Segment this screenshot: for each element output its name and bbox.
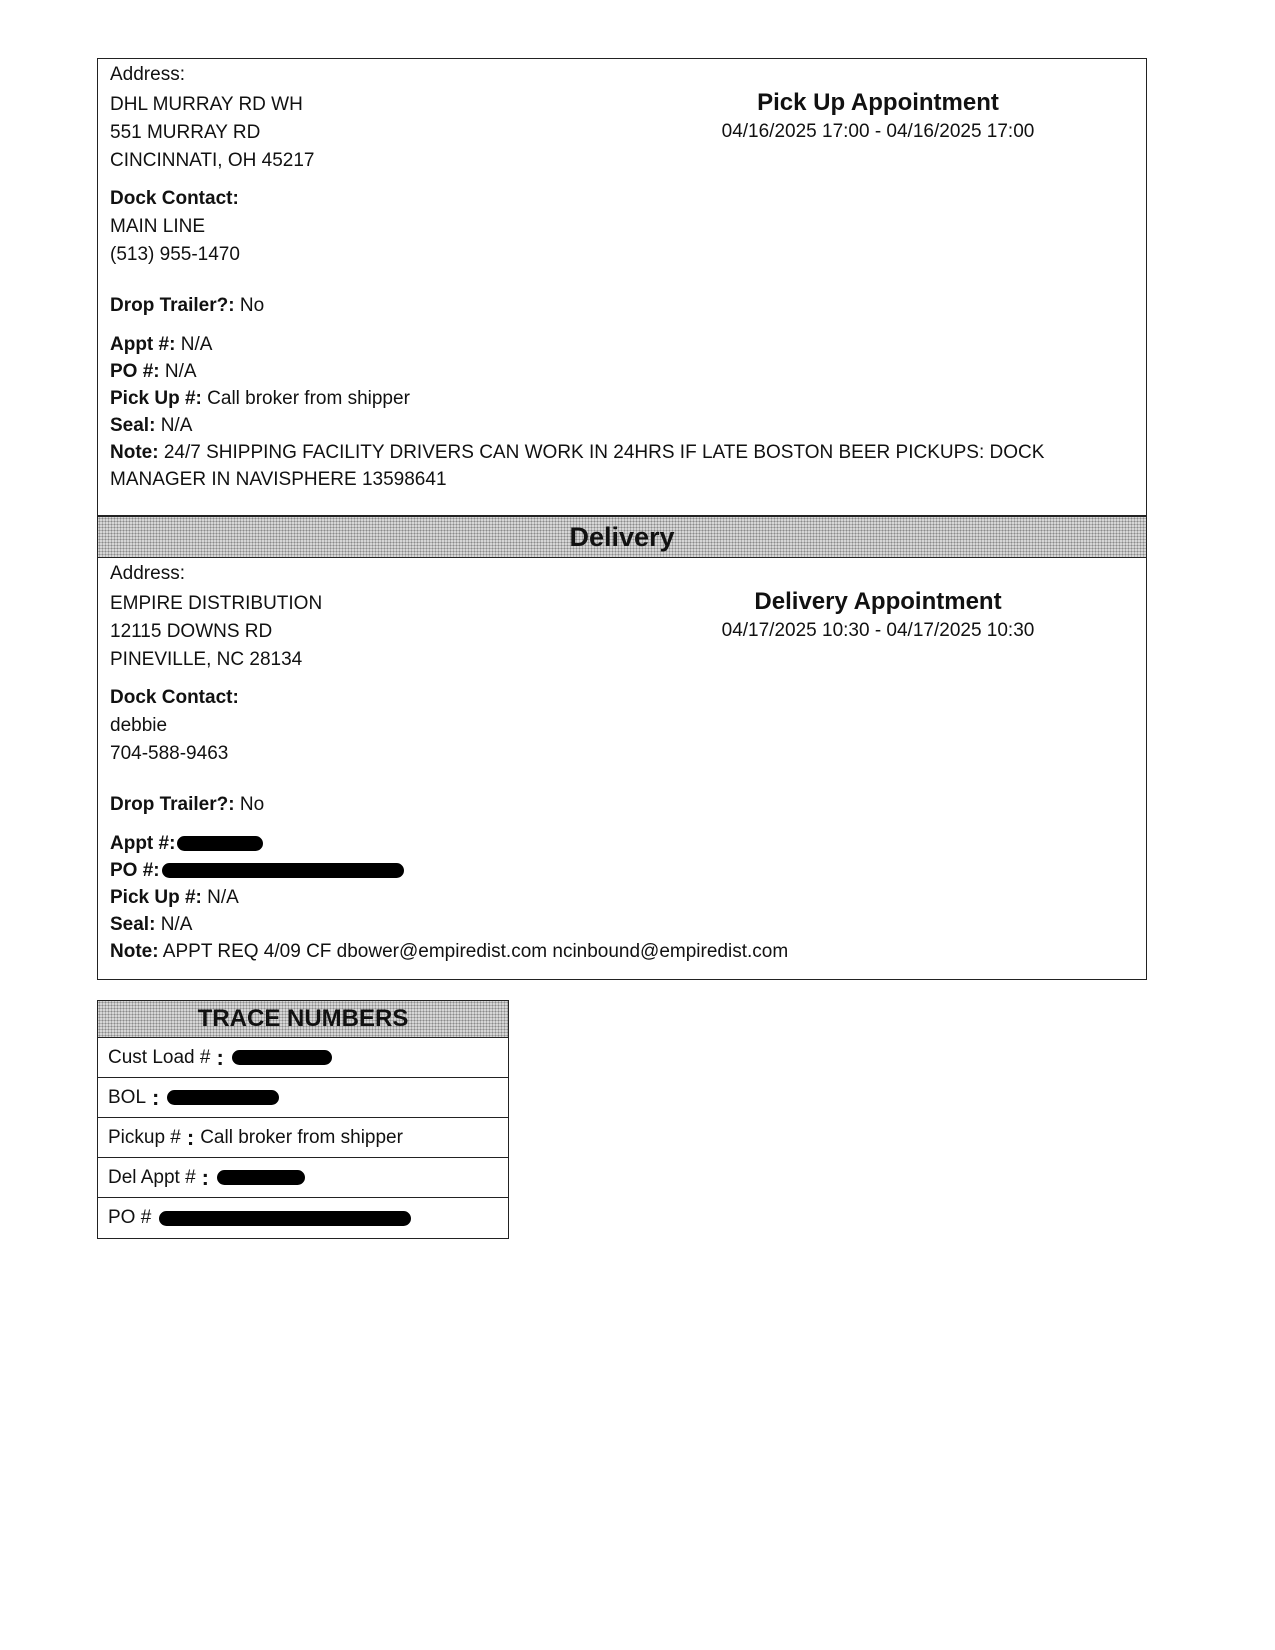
delivery-dock-contact xyxy=(110,684,239,768)
delivery-address-label: Address: xyxy=(110,563,185,584)
trace-row-del-appt: Del Appt # : xyxy=(98,1158,508,1198)
pickup-seal-value: N/A xyxy=(160,415,193,436)
trace-row-label: BOL xyxy=(108,1086,147,1108)
delivery-band xyxy=(97,516,1147,558)
redaction-mark xyxy=(232,1050,332,1065)
redaction-mark xyxy=(159,1211,411,1226)
pickup-address xyxy=(110,91,314,175)
trace-row-value: Call broker from shipper xyxy=(200,1126,403,1148)
pickup-pickup-label: Pick Up #: xyxy=(110,388,202,409)
delivery-drop-trailer-value: No xyxy=(239,794,265,815)
pickup-appointment xyxy=(698,87,1058,145)
pickup-drop-trailer xyxy=(110,292,264,320)
trace-numbers-header xyxy=(98,1001,508,1038)
redaction-mark xyxy=(177,836,263,851)
trace-row-bol: BOL : xyxy=(98,1078,508,1118)
pickup-seal-label: Seal: xyxy=(110,415,156,436)
pickup-note-label: Note: xyxy=(110,442,159,463)
pickup-drop-trailer-label: Drop Trailer?: xyxy=(110,295,235,316)
delivery-section xyxy=(97,558,1147,980)
delivery-address-line-1: EMPIRE DISTRIBUTION xyxy=(110,593,323,614)
delivery-details xyxy=(110,830,1130,965)
delivery-dock-contact-label: Dock Contact: xyxy=(110,687,239,708)
trace-row-cust-load: Cust Load # : xyxy=(98,1038,508,1078)
delivery-appt-label: Appt #: xyxy=(110,833,176,854)
delivery-pickup-value: N/A xyxy=(207,887,239,908)
delivery-drop-trailer xyxy=(110,791,264,819)
delivery-appointment-time: 04/17/2025 10:30 - 04/17/2025 10:30 xyxy=(721,620,1035,641)
delivery-band-title: Delivery xyxy=(569,521,675,552)
delivery-note-label: Note: xyxy=(110,941,159,962)
delivery-address-line-2: 12115 DOWNS RD xyxy=(110,621,273,642)
pickup-appt-value: N/A xyxy=(180,334,213,355)
trace-numbers-title: TRACE NUMBERS xyxy=(197,1005,409,1032)
trace-row-po xyxy=(98,1198,508,1238)
trace-row-label: Pickup # xyxy=(108,1126,181,1148)
pickup-note-value: 24/7 SHIPPING FACILITY DRIVERS CAN WORK IN 24HRS IF LATE BOSTON BEER PICKUPS: DOCK MANAGER IN NAVISPHERE 13598641 xyxy=(110,442,1045,490)
pickup-po-label: PO #: xyxy=(110,361,160,382)
pickup-address-line-2: 551 MURRAY RD xyxy=(110,122,261,143)
delivery-address-line-3: PINEVILLE, NC 28134 xyxy=(110,649,303,670)
document xyxy=(97,58,1147,980)
delivery-note-value: APPT REQ 4/09 CF dbower@empiredist.com ncinbound@empiredist.com xyxy=(162,941,789,962)
pickup-dock-contact xyxy=(110,185,240,269)
delivery-seal-label: Seal: xyxy=(110,914,156,935)
delivery-pickup-label: Pick Up #: xyxy=(110,887,202,908)
delivery-address xyxy=(110,590,322,674)
trace-numbers-table xyxy=(97,1000,509,1239)
delivery-appointment xyxy=(698,586,1058,644)
delivery-appointment-title: Delivery Appointment xyxy=(754,588,1002,615)
trace-row-label: Cust Load # xyxy=(108,1046,211,1068)
trace-row-pickup: Pickup # : Call broker from shipper xyxy=(98,1118,508,1158)
pickup-po-value: N/A xyxy=(164,361,197,382)
delivery-drop-trailer-label: Drop Trailer?: xyxy=(110,794,235,815)
redaction-mark xyxy=(162,863,404,878)
pickup-appointment-title: Pick Up Appointment xyxy=(757,89,999,116)
pickup-appt-label: Appt #: xyxy=(110,334,176,355)
pickup-appointment-time: 04/16/2025 17:00 - 04/16/2025 17:00 xyxy=(721,121,1035,142)
delivery-dock-contact-name: debbie xyxy=(110,715,168,736)
trace-row-label: Del Appt # xyxy=(108,1166,196,1188)
redaction-mark xyxy=(217,1170,305,1185)
delivery-dock-contact-phone: 704-588-9463 xyxy=(110,743,229,764)
delivery-po-label: PO #: xyxy=(110,860,160,881)
delivery-seal-value: N/A xyxy=(160,914,193,935)
pickup-dock-contact-phone: (513) 955-1470 xyxy=(110,244,240,265)
pickup-section xyxy=(97,58,1147,516)
pickup-pickup-value: Call broker from shipper xyxy=(207,388,410,409)
redaction-mark xyxy=(167,1090,279,1105)
pickup-details xyxy=(110,331,1130,493)
pickup-address-line-3: CINCINNATI, OH 45217 xyxy=(110,150,315,171)
pickup-address-label: Address: xyxy=(110,64,185,85)
pickup-dock-contact-label: Dock Contact: xyxy=(110,188,239,209)
pickup-drop-trailer-value: No xyxy=(239,295,265,316)
pickup-dock-contact-name: MAIN LINE xyxy=(110,216,206,237)
pickup-address-line-1: DHL MURRAY RD WH xyxy=(110,94,303,115)
trace-row-label: PO # xyxy=(108,1207,152,1228)
